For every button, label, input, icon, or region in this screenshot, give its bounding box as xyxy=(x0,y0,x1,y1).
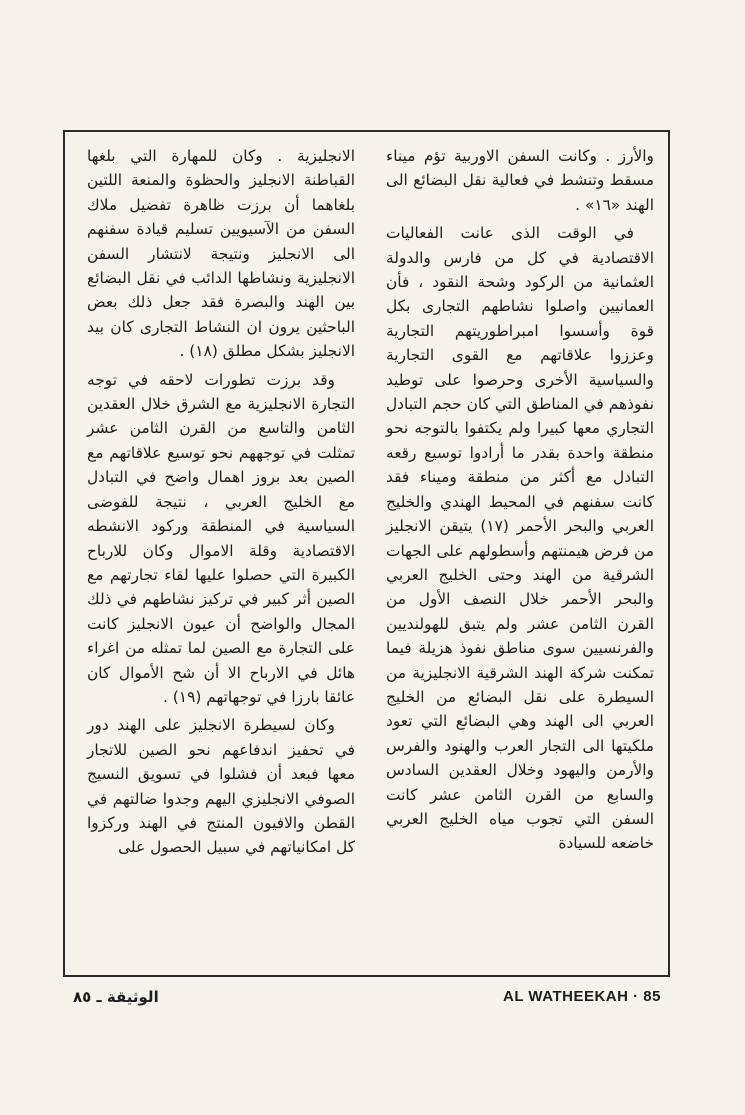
footer-page-number-arabic: الوثيقة ـ ٨٥ xyxy=(73,988,159,1006)
paragraph: والأرز . وكانت السفن الاوربية تؤم ميناء مسقط وتنشط في فعالية نقل البضائع الى الهند «١٦» . xyxy=(386,147,654,214)
paragraph: في الوقت الذى عانت الفعاليات الاقتصادية في كل من فارس والدولة العثمانية من الركود وشحة النقود ، فأن العمانيين واصلوا نشاطهم التجارى بكل قوة وأسسوا امبراطوريتهم التجارية وعززوا علاقاتهم مع القوى التجارية والسياسية الأخرى وحرصوا على توطيد نفوذهم في المناطق التي كان حجم التبادل التجاري معها كبيرا ولم يكتفوا بالتوجه نحو منطقة واحدة بقدر ما أرادوا توسيع رقعه التبادل مع أكثر من منطقة وميناء فقد كانت سفنهم في المحيط الهندي والخليج العربي والبحر الأحمر (١٧) يتيقن الانجليز من فرض هيمنتهم وأسطولهم على الجهات الشرقية من الهند وحتى الخليج العربي والبحر الأحمر خلال النصف الأول من القرن الثامن عشر ولم يتبق للهولنديين والفرنسيين سوى مناطق نفوذ هزيلة فيما تمكنت شركة الهند الشرقية الانجليزية من السيطرة على نقل البضائع من الخليج العربي الى الهند وهي البضائع التي تعود ملكيتها الى التجار العرب والهنود والفرس والأرمن واليهود وخلال العقدين السادس والسابع من القرن الثامن عشر كانت السفن التي تجوب مياه الخليج العربي خاضعه للسيادة xyxy=(386,224,654,853)
article-frame xyxy=(63,130,670,977)
paragraph: وكان لسيطرة الانجليز على الهند دور في تحفيز اندفاعهم نحو الصين للاتجار معها فبعد أن فشلوا في تسويق النسيج الصوفي الانجليزي اليهم وجدوا ضالتهم في القطن والافيون المنتج في الهند وركزوا كل امكانياتهم في سبيل الحصول على xyxy=(87,716,355,857)
text-column-left xyxy=(87,144,355,860)
text-column-right xyxy=(386,144,654,856)
page-footer xyxy=(73,988,661,1010)
paragraph: الانجليزية . وكان للمهارة التي بلغها القباطنة الانجليز والحظوة والمنعة اللتين بلغاهما أن برزت ظاهرة تفضيل ملاك السفن من الآسيويين تسليم قيادة سفنهم الى الانجليز ونتيجة لانتشار السفن الانجليزية ونشاطها الدائب في نقل البضائع بين الهند والبصرة فقد جعل ذلك بعض الباحثين يرون ان النشاط التجارى كان بيد الانجليز بشكل مطلق (١٨) . xyxy=(87,147,355,361)
footer-publication-name: AL WATHEEKAH · 85 xyxy=(503,988,661,1005)
paragraph: وقد برزت تطورات لاحقه في توجه التجارة الانجليزية مع الشرق خلال العقدين الثامن والتاسع من القرن الثامن عشر تمثلت في توجههم نحو توسيع علاقاتهم مع الصين بعد بروز اهمال واضح في التبادل مع الخليج العربي ، نتيجة للفوضى السياسية في المنطقة وركود الانشطه الاقتصادية وقلة الاموال وكان للارباح الكبيرة التي حصلوا عليها لقاء تجارتهم مع الصين أثر كبير في تركيز نشاطهم في ذلك المجال والواضح أن عيون الانجليز كانت على التجارة مع الصين لما تمثله من اغراء هائل في الارباح الا أن شح الأموال كان عائقا بارزا في توجهاتهم (١٩) . xyxy=(87,370,355,706)
